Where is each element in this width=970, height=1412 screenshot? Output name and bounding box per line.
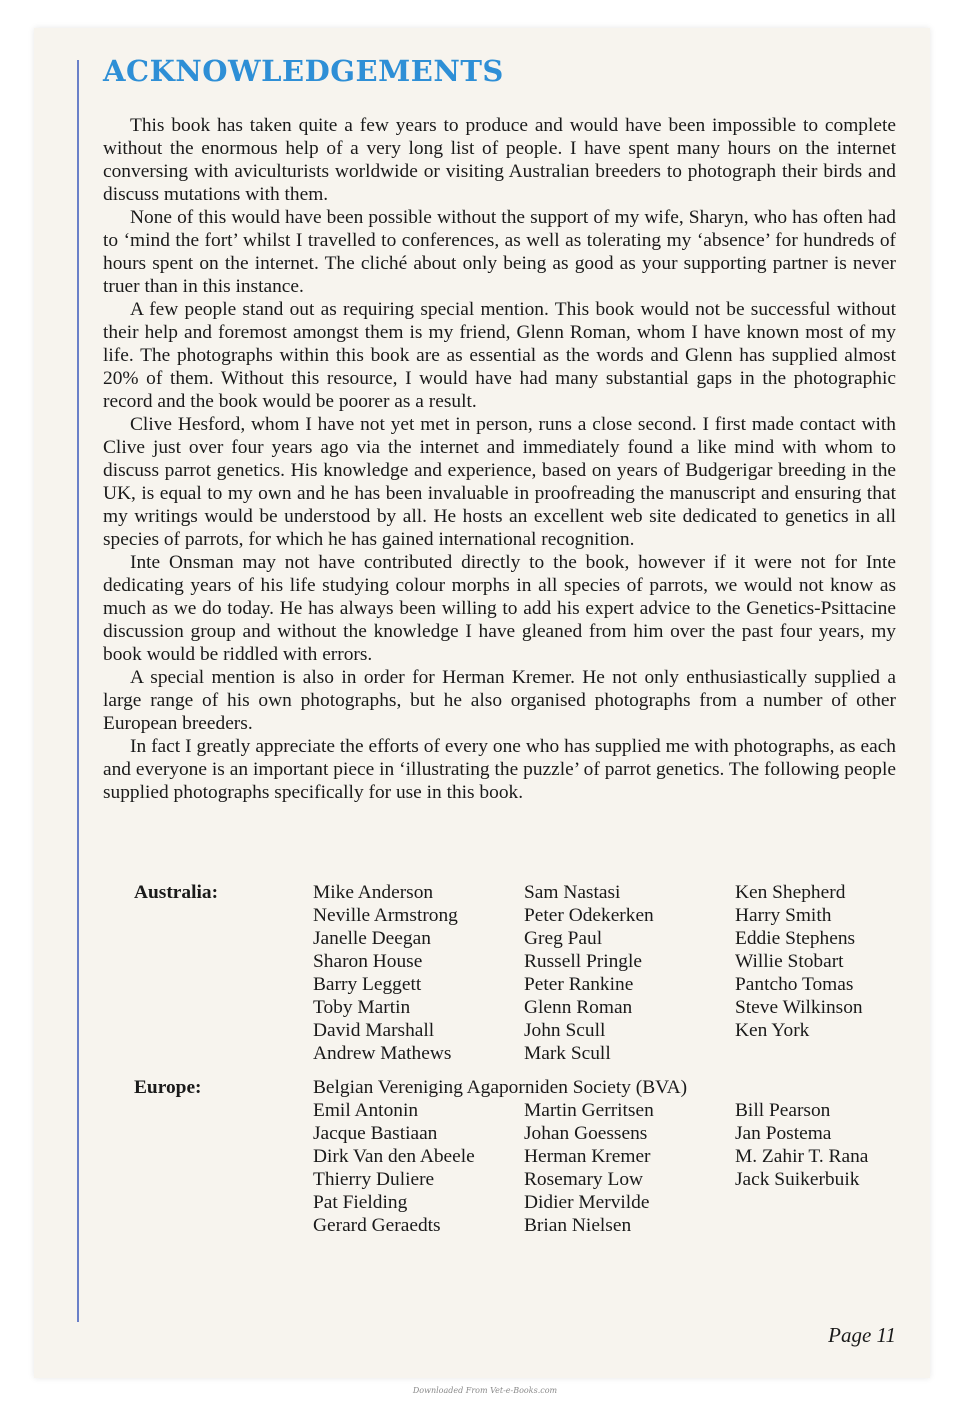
contributor-name: Glenn Roman [524,997,633,1018]
name-column [735,881,946,1065]
contributor-name: Barry Leggett [313,974,422,995]
contributor-name: Jacque Bastiaan [313,1123,438,1144]
contributor-name: Mike Anderson [313,882,434,903]
name-column [313,1099,524,1237]
contributor-name: Ken Shepherd [735,882,846,903]
contributor-name: Peter Odekerken [524,905,654,926]
contributor-name: Eddie Stephens [735,928,856,949]
name-columns [313,881,946,1065]
margin-rule [77,60,79,1322]
page-number: Page 11 [828,1323,896,1347]
credits-australia [103,881,903,1065]
paragraph: Clive Hesford, whom I have not yet met in person, runs a close second. I first made contact with Clive just over four years ago via the internet and immediately found a like mind with whom to discuss parrot genetics. His knowledge and experience, based on years of Budgerigar breeding in the UK, is equal to my own and he has been invaluable in proofreading the manuscript and ensuring that my writings would be understood by all. He hosts an excellent web site dedicated to genetics in all species of parrots, for which he has gained international recognition. [103,414,896,550]
contributor-name: Neville Armstrong [313,905,458,926]
paragraph: A few people stand out as requiring special mention. This book would not be successful without their help and foremost amongst them is my friend, Glenn Roman, whom I have known most of my life. The photographs within this book are as essential as the words and Glenn has supplied almost 20% of them. Without this resource, I would have had many substantial gaps in the photographic record and the book would be poorer as a result. [103,299,896,412]
body-text [103,114,896,804]
contributor-name: Rosemary Low [524,1169,644,1190]
contributor-name: Gerard Geraedts [313,1215,441,1236]
contributor-name: Johan Goessens [524,1123,648,1144]
name-column [524,1099,735,1237]
contributor-name: M. Zahir T. Rana [735,1146,869,1167]
contributor-name: Pantcho Tomas [735,974,854,995]
paragraph: This book has taken quite a few years to produce and would have been impossible to complete without the enormous help of a very long list of people. I have spent many hours on the internet conversing with aviculturists worldwide or visiting Australian breeders to photograph their birds and discuss mutations with them. [103,115,896,205]
contributor-name: David Marshall [313,1020,435,1041]
contributor-name: John Scull [524,1020,606,1041]
contributor-name: Steve Wilkinson [735,997,863,1018]
contributor-name: Emil Antonin [313,1100,419,1121]
contributor-name: Didier Mervilde [524,1192,650,1213]
photo-credits [103,881,903,1237]
contributor-name: Jan Postema [735,1123,832,1144]
region-names [313,881,946,1065]
name-column [524,881,735,1065]
contributor-name: Jack Suikerbuik [735,1169,860,1190]
contributor-name: Janelle Deegan [313,928,431,949]
contributor-name: Willie Stobart [735,951,844,972]
download-credit: Downloaded From Vet-e-Books.com [412,1386,558,1395]
credits-europe [103,1076,903,1237]
society-name: Belgian Vereniging Agaporniden Society (BVA) [313,1077,688,1098]
contributor-name: Herman Kremer [524,1146,651,1167]
paragraph: Inte Onsman may not have contributed directly to the book, however if it were not for Inte dedicating years of his life studying colour morphs in all species of parrots, we would not know as much as we do today. He has always been willing to add his expert advice to the Genetics-Psittacine discussion group and without the knowledge I have gleaned from him over the past four years, my book would be riddled with errors. [103,552,896,665]
contributor-name: Mark Scull [524,1043,611,1064]
page-title: ACKNOWLEDGEMENTS [103,54,504,88]
region-label: Europe: [134,1077,202,1098]
contributor-name: Dirk Van den Abeele [313,1146,475,1167]
contributor-name: Peter Rankine [524,974,634,995]
contributor-name: Bill Pearson [735,1100,831,1121]
paragraph: A special mention is also in order for Herman Kremer. He not only enthusiastically supplied a large range of his own photographs, but he also organised photographs from a number of other European breeders. [103,667,896,734]
name-column [735,1099,946,1237]
region-names [313,1076,946,1237]
region-label: Australia: [134,882,219,903]
contributor-name: Sam Nastasi [524,882,621,903]
contributor-name: Thierry Duliere [313,1169,435,1190]
name-column [313,881,524,1065]
paragraph: None of this would have been possible without the support of my wife, Sharyn, who has often had to ‘mind the fort’ whilst I travelled to conferences, as well as tolerating my ‘absence’ for hundreds of hours spent on the internet. The cliché about only being as good as your supporting partner is never truer than in this instance. [103,207,896,297]
contributor-name: Harry Smith [735,905,832,926]
contributor-name: Toby Martin [313,997,411,1018]
contributor-name: Brian Nielsen [524,1215,632,1236]
contributor-name: Martin Gerritsen [524,1100,654,1121]
contributor-name: Ken York [735,1020,810,1041]
paragraph: In fact I greatly appreciate the efforts of every one who has supplied me with photographs, as each and everyone is an important piece in ‘illustrating the puzzle’ of parrot genetics. The following people supplied photographs specifically for use in this book. [103,736,896,803]
contributor-name: Russell Pringle [524,951,642,972]
name-columns [313,1099,946,1237]
contributor-name: Pat Fielding [313,1192,408,1213]
contributor-name: Andrew Mathews [313,1043,452,1064]
contributor-name: Greg Paul [524,928,603,949]
contributor-name: Sharon House [313,951,423,972]
